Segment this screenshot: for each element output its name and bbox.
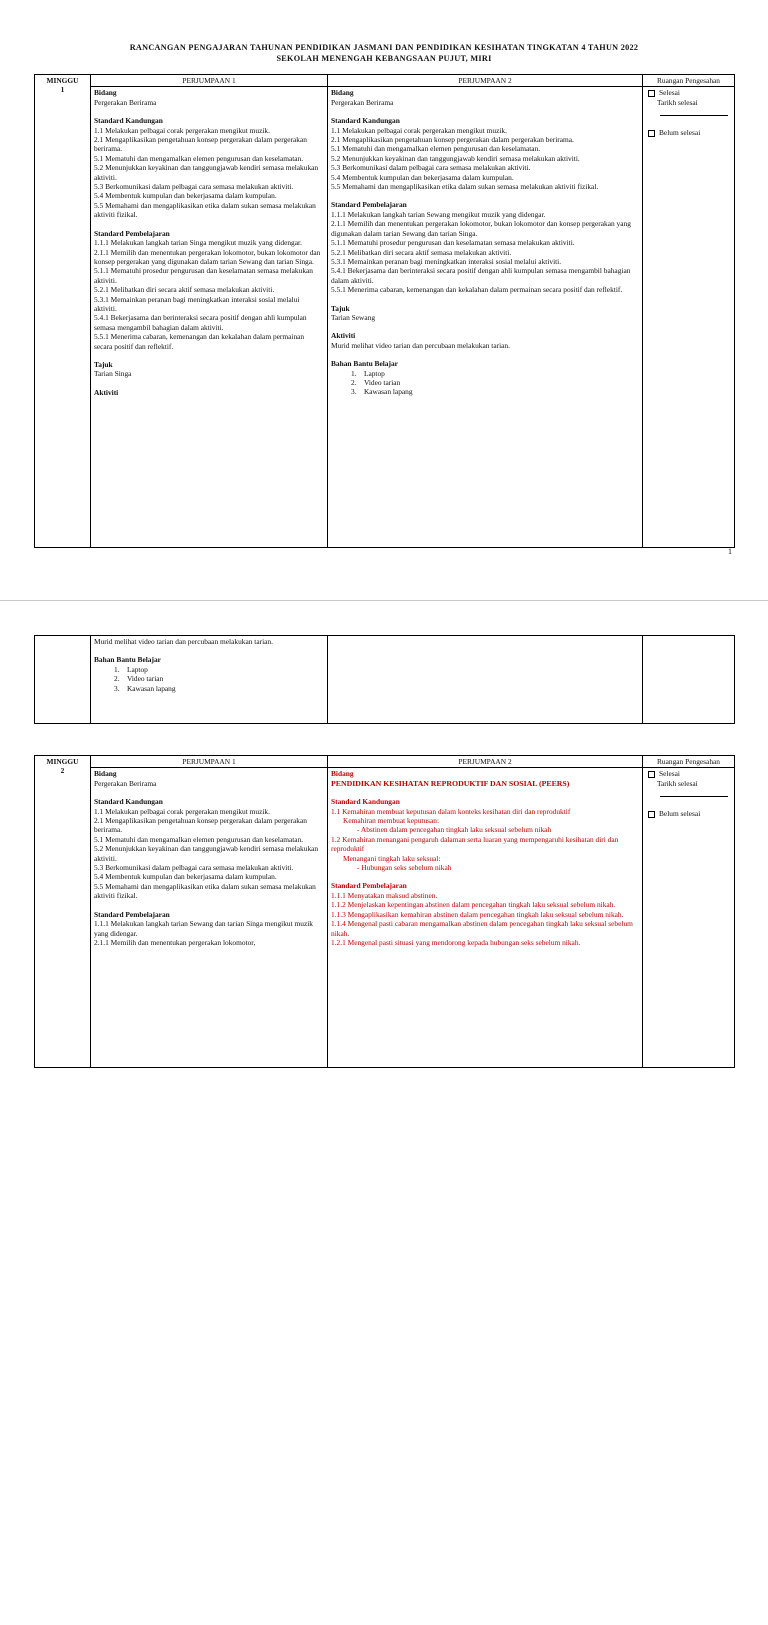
week1-continuation-table	[34, 635, 735, 724]
checkbox-belum-selesai[interactable]	[648, 811, 655, 818]
header-ruangan: Ruangan Pengesahan	[643, 75, 735, 87]
header-perjumpaan-2: PERJUMPAAN 2	[328, 756, 643, 768]
sp-list: 1.1.1 Melakukan langkah tarian Singa mengikut muzik yang didengar. 2.1.1 Memilih dan menentukan pergerakan lokomotor, bukan lokomotor dan konsep pergerakan yang digunakan dalam tarian Sewang dan tarian Singa. 5.1.1 Mematuhi prosedur pengurusan dan keselamatan semasa melakukan aktiviti. 5.2.1 Melibatkan diri secara aktif semasa melakukan aktiviti. 5.3.1 Memainkan peranan bagi meningkatkan interaksi sosial melalui aktiviti. 5.4.1 Bekerjasama dan berinteraksi secara positif dengan ahli kumpulan semasa mengambil bahagian dalam aktiviti. 5.5.1 Menerima cabaran, kemenangan dan kekalahan dalam permainan secara positif dan reflektif.	[94, 238, 321, 351]
week1-ruangan: Selesai Tarikh selesai Belum selesai	[643, 87, 735, 548]
week1-cont-p1: Murid melihat video tarian dan percubaan melakukan tarian. Bahan Bantu Belajar 1. Laptop 2. Video tarian 3. Kawasan lapang	[91, 636, 328, 724]
week2-table	[34, 755, 735, 1068]
week1-table	[34, 74, 735, 548]
header-ruangan: Ruangan Pengesahan	[643, 756, 735, 768]
week1-p2-content: Bidang Pergerakan Berirama Standard Kandungan 1.1 Melakukan pelbagai corak pergerakan mengikut muzik. 2.1 Mengaplikasikan pengetahuan konsep pergerakan dalam pergerakan berirama. 5.1 Mematuhi dan mengamalkan elemen pengurusan dan keselamatan. 5.2 Menunjukkan keyakinan dan tanggungjawab kendiri semasa melakukan aktiviti. 5.3 Berkomunikasi dalam pelbagai cara semasa melakukan aktiviti. 5.4 Membentuk kumpulan dan bekerjasama dalam kumpulan. 5.5 Memahami dan mengaplikasikan etika dalam sukan semasa melakukan aktiviti fizikal. Standard Pembelajaran 1.1.1 Melakukan langkah tarian Sewang mengikut muzik yang didengar. 2.1.1 Memilih dan menentukan pergerakan lokomotor, bukan lokomotor dan konsep pergerakan yang digunakan dalam tarian Sewang dan tarian Singa. 5.1.1 Mematuhi prosedur pengurusan dan keselamatan semasa melakukan aktiviti. 5.2.1 Melibatkan diri secara aktif semasa melakukan aktiviti. 5.3.1 Memainkan peranan bagi meningkatkan interaksi sosial melalui aktiviti. 5.4.1 Bekerjasama dan berinteraksi secara positif dengan ahli kumpulan semasa mengambil bahagian dalam aktiviti. 5.5.1 Menerima cabaran, kemenangan dan kekalahan dalam permainan secara positif dan reflektif. Tajuk Tarian Sewang Aktiviti Murid melihat video tarian dan percubaan melakukan tarian. Bahan Bantu Belajar 1. Laptop 2. Video tarian 3. Kawasan lapang	[328, 87, 643, 548]
school-name: SEKOLAH MENENGAH KEBANGSAAN PUJUT, MIRI	[276, 54, 492, 63]
week2-p2-content: Bidang PENDIDIKAN KESIHATAN REPRODUKTIF DAN SOSIAL (PEERS) Standard Kandungan 1.1 Kemahiran membuat keputusan dalam konteks kesihatan diri dan reproduktif Kemahiran membuat keputusan: - Abstinen dalam pencegahan tingkah laku seksual sebelum nikah 1.2 Kemahiran menangani pengaruh dalaman serta luaran yang mempengaruhi kesihatan diri dan reproduktif Menangani tingkah laku seksual: - Hubungan seks sebelum nikah Standard Pembelajaran 1.1.1 Menyatakan maksud abstinen. 1.1.2 Menjelaskan kepentingan abstinen dalam pencegahan tingkah laku seksual sebelum nikah. 1.1.3 Mengaplikasikan kemahiran abstinen dalam pencegahan tingkah laku seksual sebelum nikah. 1.1.4 Mengenal pasti cabaran mengamalkan abstinen dalam pencegahan tingkah laku seksual sebelum nikah. 1.2.1 Mengenal pasti situasi yang mendorong kepada hubungan seks sebelum nikah.	[328, 768, 643, 1068]
week2-p1-content: Bidang Pergerakan Berirama Standard Kandungan 1.1 Melakukan pelbagai corak pergerakan mengikut muzik. 2.1 Mengaplikasikan pengetahuan konsep pergerakan dalam pergerakan berirama. 5.1 Mematuhi dan mengamalkan elemen pengurusan dan keselamatan. 5.2 Menunjukkan keyakinan dan tanggungjawab kendiri semasa melakukan aktiviti. 5.3 Berkomunikasi dalam pelbagai cara semasa melakukan aktiviti. 5.4 Membentuk kumpulan dan bekerjasama dalam kumpulan. 5.5 Memahami dan mengaplikasikan etika dalam sukan semasa melakukan aktiviti fizikal. Standard Pembelajaran 1.1.1 Melakukan langkah tarian Sewang dan tarian Singa mengikut muzik yang didengar. 2.1.1 Memilih dan menentukan pergerakan lokomotor,	[91, 768, 328, 1068]
checkbox-belum-selesai[interactable]	[648, 130, 655, 137]
sk-list: 1.1 Melakukan pelbagai corak pergerakan mengikut muzik. 2.1 Mengaplikasikan pengetahuan konsep pergerakan dalam pergerakan berirama. 5.1 Mematuhi dan mengamalkan elemen pengurusan dan keselamatan. 5.2 Menunjukkan keyakinan dan tanggungjawab kendiri semasa melakukan aktiviti. 5.3 Berkomunikasi dalam pelbagai cara semasa melakukan aktiviti. 5.4 Membentuk kumpulan dan bekerjasama dalam kumpulan. 5.5 Memahami dan mengaplikasikan etika dalam sukan semasa melakukan aktiviti fizikal.	[94, 125, 319, 220]
header-perjumpaan-1: PERJUMPAAN 1	[91, 756, 328, 768]
header-perjumpaan-1: PERJUMPAAN 1	[91, 75, 328, 87]
week1-p1-content: Bidang Pergerakan Berirama Standard Kandungan 1.1 Melakukan pelbagai corak pergerakan mengikut muzik. 2.1 Mengaplikasikan pengetahuan konsep pergerakan dalam pergerakan berirama. 5.1 Mematuhi dan mengamalkan elemen pengurusan dan keselamatan. 5.2 Menunjukkan keyakinan dan tanggungjawab kendiri semasa melakukan aktiviti. 5.3 Berkomunikasi dalam pelbagai cara semasa melakukan aktiviti. 5.4 Membentuk kumpulan dan bekerjasama dalam kumpulan. 5.5 Memahami dan mengaplikasikan etika dalam sukan semasa melakukan aktiviti fizikal. Standard Pembelajaran 1.1.1 Melakukan langkah tarian Singa mengikut muzik yang didengar. 2.1.1 Memilih dan menentukan pergerakan lokomotor, bukan lokomotor dan konsep pergerakan yang digunakan dalam tarian Sewang dan tarian Singa. 5.1.1 Mematuhi prosedur pengurusan dan keselamatan semasa melakukan aktiviti. 5.2.1 Melibatkan diri secara aktif semasa melakukan aktiviti. 5.3.1 Memainkan peranan bagi meningkatkan interaksi sosial melalui aktiviti. 5.4.1 Bekerjasama dan berinteraksi secara positif dengan ahli kumpulan semasa mengambil bahagian dalam aktiviti. 5.5.1 Menerima cabaran, kemenangan dan kekalahan dalam permainan secara positif dan reflektif. Tajuk Tarian Singa Aktiviti	[91, 87, 328, 548]
checkbox-selesai[interactable]	[648, 90, 655, 97]
bbb-list: 1. Laptop 2. Video tarian 3. Kawasan lapang	[351, 368, 413, 397]
page-2	[0, 600, 768, 1625]
week2-ruangan: Selesai Tarikh selesai Belum selesai	[643, 768, 735, 1068]
week-number: 1	[60, 85, 65, 95]
week-number: 2	[60, 766, 65, 776]
page-1	[0, 0, 768, 568]
document-title: RANCANGAN PENGAJARAN TAHUNAN PENDIDIKAN JASMANI DAN PENDIDIKAN KESIHATAN TINGKATAN 4 TAHUN 2022	[129, 43, 639, 52]
week-cell: MINGGU 1	[35, 75, 91, 548]
week-cell: MINGGU 2	[35, 756, 91, 1068]
header-perjumpaan-2: PERJUMPAAN 2	[328, 75, 643, 87]
checkbox-selesai[interactable]	[648, 771, 655, 778]
page-number: 1	[728, 547, 732, 556]
